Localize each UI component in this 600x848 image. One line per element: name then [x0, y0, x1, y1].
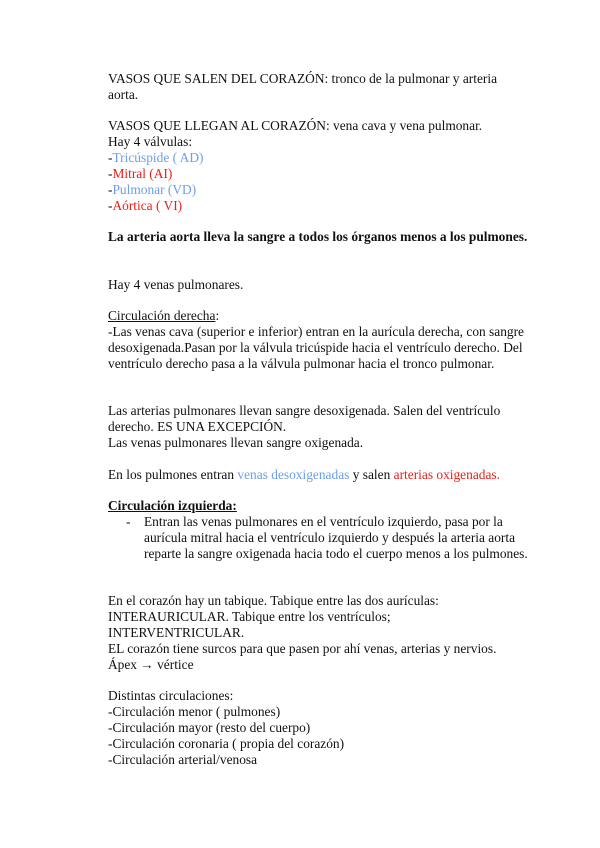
- vasos-llegan-block: [108, 118, 528, 213]
- circulacion-item: -Circulación menor ( pulmones): [108, 703, 281, 719]
- aorta-bold-paragraph: La arteria aorta lleva la sangre a todos los órganos menos a los pulmones.: [108, 229, 528, 244]
- circulacion-item: -Circulación arterial/venosa: [108, 751, 258, 767]
- circulacion-derecha-heading: Circulación derecha:: [108, 308, 220, 323]
- pulmones-paragraph: En los pulmones entran venas desoxigenadas y salen arterias oxigenadas.: [108, 467, 500, 482]
- circulacion-izquierda-list-item: [108, 514, 528, 578]
- circulaciones-heading: Distintas circulaciones:: [108, 688, 234, 703]
- circulacion-derecha-body: -Las venas cava (superior e inferior) entran en la aurícula derecha, con sangre desoxigenada.Pasan por la válvula tricúspide hacia el ventrículo derecho. Del ventrículo derecho pasa a la válvula pulmonar hacia el tronco pulmonar.: [108, 323, 525, 371]
- circulacion-izquierda-heading: Circulación izquierda:: [108, 498, 237, 513]
- vasos-salen-paragraph: VASOS QUE SALEN DEL CORAZÓN: tronco de la pulmonar y arteria aorta.: [108, 71, 498, 102]
- tabique-paragraph: En el corazón hay un tabique. Tabique entre las dos aurículas: INTERAURICULAR. Tabique entre los ventrículos; INTERVENTRICULAR. EL corazón tiene surcos para que pasen por ahí venas, arterias y nervios. Ápex → vértice: [108, 593, 497, 672]
- valvula-pulmonar: -Pulmonar (VD): [108, 181, 197, 197]
- arterias-line2: Las venas pulmonares llevan sangre oxigenada.: [108, 434, 364, 450]
- circulacion-izquierda-text: Entran las venas pulmonares en el ventrículo izquierdo, pasa por la aurícula mitral hacia el ventrículo izquierdo y después la arteria aorta reparte la sangre oxigenada hacia todo el cuerpo menos a los pulmones.: [144, 514, 528, 561]
- valvula-mitral: -Mitral (AI): [108, 165, 173, 181]
- circulacion-item: -Circulación mayor (resto del cuerpo): [108, 719, 311, 735]
- arterias-line1: Las arterias pulmonares llevan sangre desoxigenada. Salen del ventrículo derecho. ES UNA EXCEPCIÓN.: [108, 403, 501, 434]
- valvulas-intro: Hay 4 válvulas:: [108, 133, 193, 149]
- circulacion-item: -Circulación coronaria ( propia del corazón): [108, 735, 345, 751]
- valvula-tricuspide: -Tricúspide ( AD): [108, 149, 204, 165]
- circulacion-derecha-section: [108, 308, 528, 372]
- distintas-circulaciones-section: [108, 688, 528, 768]
- arterias-paragraph: [108, 403, 528, 451]
- valvula-aortica: -Aórtica ( VI): [108, 197, 183, 213]
- arterias-oxigenadas-text: arterias oxigenadas.: [393, 467, 500, 482]
- venas-pulmonares-line: Hay 4 venas pulmonares.: [108, 277, 244, 292]
- venas-desoxigenadas-text: venas desoxigenadas: [237, 467, 350, 482]
- vasos-llegan-line: VASOS QUE LLEGAN AL CORAZÓN: vena cava y vena pulmonar.: [108, 118, 483, 133]
- bullet-dash: -: [126, 514, 131, 529]
